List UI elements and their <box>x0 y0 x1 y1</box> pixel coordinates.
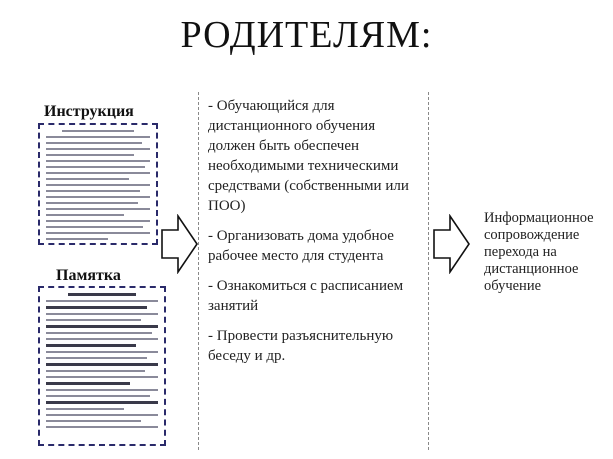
memo-label: Памятка <box>56 267 121 284</box>
right-arrow-icon <box>160 214 200 274</box>
divider-left <box>198 92 199 450</box>
instruction-label: Инструкция <box>44 103 134 120</box>
list-item: - Организовать дома удобное рабочее место для студента <box>208 228 394 264</box>
list-item: - Обучающийся для дистанционного обучения должен быть обеспечен необходимыми техническими средствами (собственными или ПОО) <box>208 98 409 214</box>
list-item: - Ознакомиться с расписанием занятий <box>208 278 404 314</box>
list-item: - Провести разъяснительную беседу и др. <box>208 328 394 364</box>
instruction-document-thumbnail <box>38 123 158 245</box>
recommendation-list <box>208 96 418 376</box>
page-title: РОДИТЕЛЯМ: <box>180 14 433 56</box>
result-text: Информационное сопровождение перехода на дистанционное обучение <box>484 210 594 294</box>
memo-document-thumbnail <box>38 286 166 446</box>
right-arrow-icon <box>432 214 472 274</box>
divider-right <box>428 92 429 450</box>
